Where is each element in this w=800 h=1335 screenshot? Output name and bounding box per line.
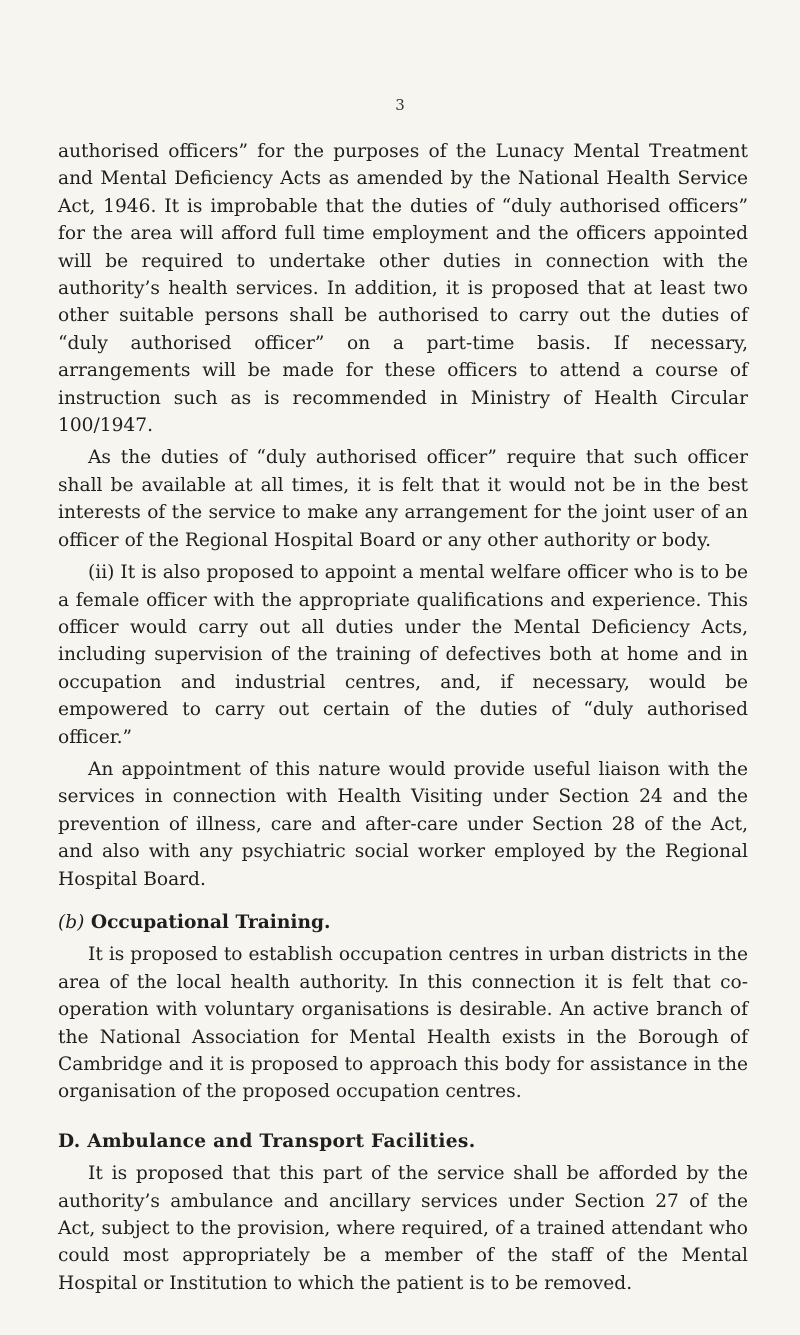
paragraph-occupation-centres: It is proposed to establish occupation centres in urban districts in the area of the local health authority. In this connection it is felt that co-operation with voluntary organisations is desirable. An active branch of the National Association for Mental Health exists in the Borough of Cambridge and it is proposed to approach this body for assistance in the organisation of the proposed occupation centres. — [58, 944, 748, 1103]
paragraph-liaison: An appointment of this nature would provide useful liaison with the services in connection with Health Visiting under Section 24 and the prevention of illness, care and after-care under Section 28 of the Act, and also with any psychiatric social worker employed by the Regional Hospital Board. — [58, 758, 748, 890]
paragraph-joint-user: As the duties of “duly authorised officer” require that such officer shall be available at all times, it is felt that it would not be in the best interests of the service to make any arrangement for the joint user of an officer of the Regional Hospital Board or any other authority or body. — [58, 447, 748, 551]
paragraph-duly-authorised-officers: authorised officers” for the purposes of the Lunacy Mental Treatment and Mental Deficiency Acts as amended by the National Health Service Act, 1946. It is improbable that the duties of “duly authorised officers” for the area will afford full time employment and the officers appointed will be required to undertake other duties in connection with the authority’s health services. In addition, it is proposed that at least two other suitable persons shall be authorised to carry out the duties of “duly authorised officer” on a part-time basis. If necessary, arrangements will be made for these officers to attend a course of instruction such as is recommended in Ministry of Health Circular 100/1947. — [58, 141, 748, 437]
heading-title: Occupational Training. — [90, 911, 331, 933]
document-body — [58, 138, 748, 1297]
heading-marker: (b) — [58, 911, 85, 933]
page-number: 3 — [395, 96, 405, 114]
paragraph-mental-welfare-officer: (ii) It is also proposed to appoint a mental welfare officer who is to be a female officer with the appropriate qualifications and experience. This officer would carry out all duties under the Mental Deficiency Acts, including supervision of the training of defectives both at home and in occupation and industrial centres, and, if necessary, would be empowered to carry out certain of the duties of “duly authorised officer.” — [58, 562, 748, 748]
heading-ambulance-transport: D. Ambulance and Transport Facilities. — [58, 1130, 476, 1152]
heading-occupational-training — [58, 909, 748, 936]
paragraph-ambulance-services: It is proposed that this part of the service shall be afforded by the authority’s ambulance and ancillary services under Section 27 of the Act, subject to the provision, where required, of a trained attendant who could most appropriately be a member of the staff of the Mental Hospital or Institution to which the patient is to be removed. — [58, 1163, 748, 1294]
